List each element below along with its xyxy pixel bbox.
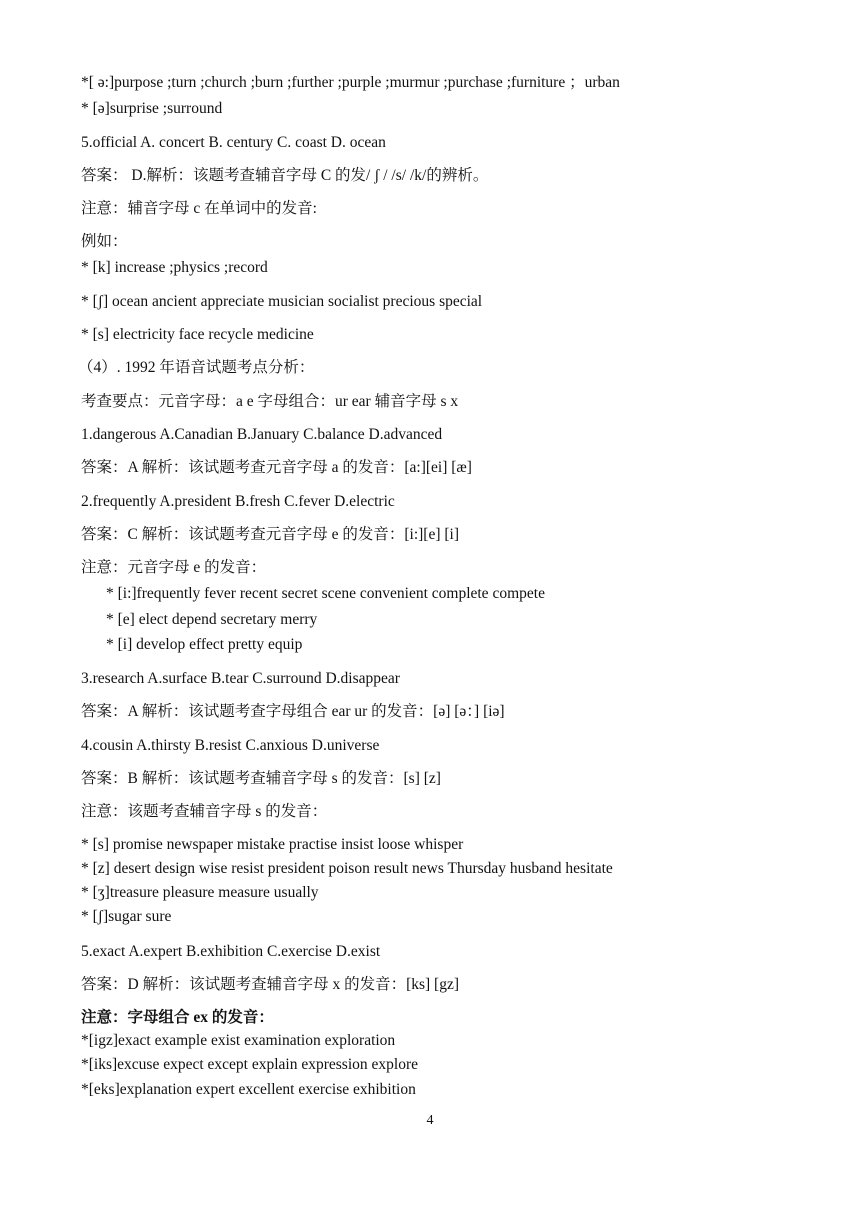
question-line: 3.research A.surface B.tear C.surround D.disappear [81, 670, 400, 687]
question-line: 5.exact A.expert B.exhibition C.exercise D.exist [81, 943, 381, 960]
text-line: * [ʒ]treasure pleasure measure usually [81, 884, 319, 901]
answer-line: 答案：A 解析：该试题考查元音字母 a 的发音：[a:][ei] [æ] [81, 459, 472, 476]
text-line: * [ə]surprise ;surround [81, 100, 223, 117]
answer-line: 答案： D.解析：该题考查辅音字母 C 的发/ ʃ / /s/ /k/的辨析。 [81, 167, 489, 184]
note-line: 注意：该题考查辅音字母 s 的发音： [81, 803, 328, 820]
question-line: 5.official A. concert B. century C. coast D. ocean [81, 134, 386, 151]
answer-line: 答案：D 解析：该试题考查辅音字母 x 的发音：[ks] [gz] [81, 976, 460, 993]
page-number: 4 [426, 1113, 434, 1128]
question-line: 1.dangerous A.Canadian B.January C.balance D.advanced [81, 426, 443, 443]
answer-line: 答案：C 解析：该试题考查元音字母 e 的发音：[i:][e] [i] [81, 526, 459, 543]
text-line: * [i] develop effect pretty equip [106, 636, 303, 653]
text-line: * [i:]frequently fever recent secret scene convenient complete compete [106, 585, 545, 602]
answer-line: 答案：A 解析：该试题考查字母组合 ear ur 的发音：[ə] [ə：] [iə] [81, 703, 505, 720]
text-line: *[ ə:]purpose ;turn ;church ;burn ;further ;purple ;murmur ;purchase ;furniture ；urban [81, 74, 620, 91]
text-line: * [z] desert design wise resist president poison result news Thursday husband hesitate [81, 860, 613, 877]
text-line: * [k] increase ;physics ;record [81, 259, 268, 276]
text-line: * [ʃ] ocean ancient appreciate musician socialist precious special [81, 293, 483, 310]
section-heading: （4）. 1992 年语音试题考点分析： [78, 359, 315, 376]
text-line: *[eks]explanation expert excellent exercise exhibition [81, 1081, 416, 1098]
text-line: 考查要点：元音字母：a e 字母组合：ur ear 辅音字母 s x [81, 393, 459, 410]
question-line: 2.frequently A.president B.fresh C.fever D.electric [81, 493, 395, 510]
text-line: * [ʃ]sugar sure [81, 908, 172, 925]
note-line: 注意：字母组合 ex 的发音： [81, 1009, 274, 1026]
text-line: * [s] electricity face recycle medicine [81, 326, 314, 343]
text-line: * [e] elect depend secretary merry [106, 611, 318, 628]
text-line: 例如： [81, 233, 128, 250]
text-line: *[igz]exact example exist examination exploration [81, 1032, 396, 1049]
text-line: * [s] promise newspaper mistake practise insist loose whisper [81, 836, 464, 853]
question-line: 4.cousin A.thirsty B.resist C.anxious D.universe [81, 737, 380, 754]
text-line: *[iks]excuse expect except explain expression explore [81, 1056, 418, 1073]
answer-line: 答案：B 解析：该试题考查辅音字母 s 的发音：[s] [z] [81, 770, 441, 787]
note-line: 注意：元音字母 e 的发音： [81, 559, 267, 576]
note-line: 注意：辅音字母 c 在单词中的发音: [81, 200, 317, 217]
